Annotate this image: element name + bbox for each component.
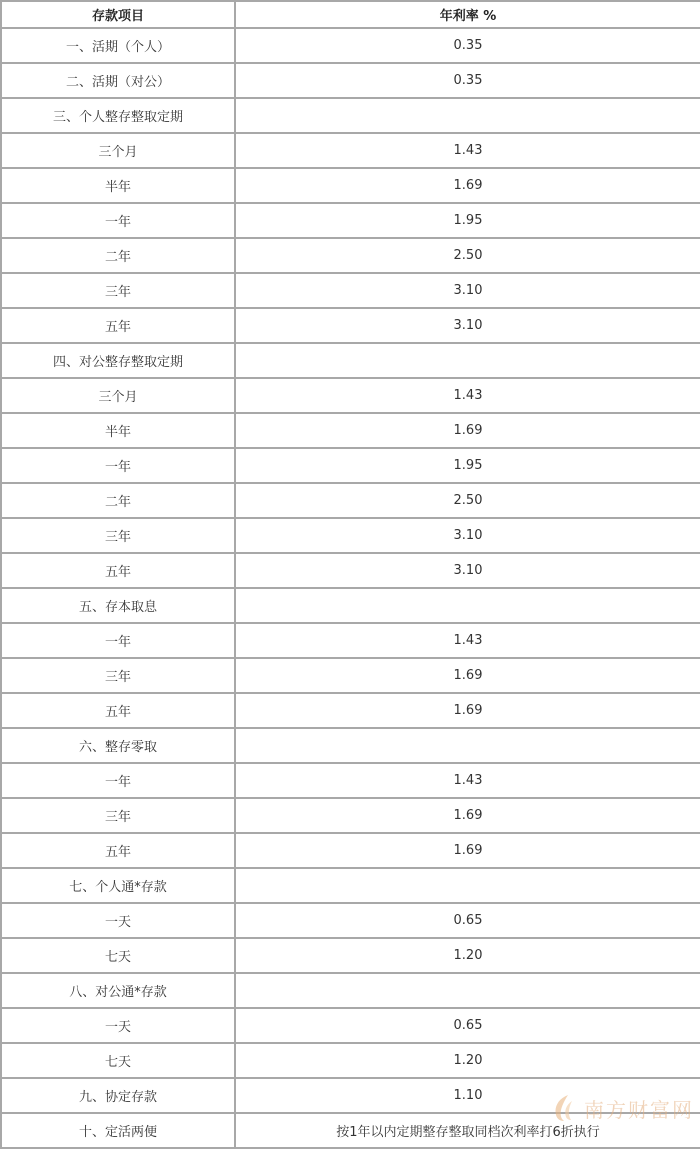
annual-rate-cell: 按1年以内定期整存整取同档次利率打6折执行 bbox=[235, 1113, 700, 1148]
deposit-item-cell: 一天 bbox=[1, 903, 235, 938]
annual-rate-cell: 1.95 bbox=[235, 448, 700, 483]
table-row bbox=[1, 1078, 700, 1113]
deposit-item-cell: 九、协定存款 bbox=[1, 1078, 235, 1113]
table-row bbox=[1, 28, 700, 63]
watermark-text: 南方财富网 bbox=[584, 1097, 694, 1122]
table-row bbox=[1, 938, 700, 973]
column-header-rate: 年利率 % bbox=[235, 1, 700, 28]
table-row bbox=[1, 518, 700, 553]
annual-rate-cell: 0.65 bbox=[235, 903, 700, 938]
table-row bbox=[1, 833, 700, 868]
annual-rate-cell bbox=[235, 728, 700, 763]
deposit-item-cell: 二年 bbox=[1, 483, 235, 518]
table-header-row bbox=[1, 1, 700, 28]
deposit-item-cell: 五年 bbox=[1, 553, 235, 588]
annual-rate-cell: 3.10 bbox=[235, 308, 700, 343]
deposit-item-cell: 一、活期（个人） bbox=[1, 28, 235, 63]
table-row bbox=[1, 203, 700, 238]
annual-rate-cell: 1.43 bbox=[235, 378, 700, 413]
table-row bbox=[1, 133, 700, 168]
deposit-item-cell: 半年 bbox=[1, 168, 235, 203]
deposit-item-cell: 三个月 bbox=[1, 378, 235, 413]
annual-rate-cell: 1.69 bbox=[235, 658, 700, 693]
annual-rate-cell: 3.10 bbox=[235, 518, 700, 553]
annual-rate-cell: 1.69 bbox=[235, 833, 700, 868]
deposit-item-cell: 三年 bbox=[1, 273, 235, 308]
annual-rate-cell bbox=[235, 973, 700, 1008]
deposit-item-cell: 七、个人通*存款 bbox=[1, 868, 235, 903]
table-row bbox=[1, 763, 700, 798]
deposit-item-cell: 七天 bbox=[1, 1043, 235, 1078]
table-body bbox=[1, 28, 700, 1148]
table-row bbox=[1, 63, 700, 98]
deposit-item-cell: 一年 bbox=[1, 763, 235, 798]
annual-rate-cell: 1.20 bbox=[235, 1043, 700, 1078]
deposit-item-cell: 二、活期（对公） bbox=[1, 63, 235, 98]
annual-rate-cell: 1.69 bbox=[235, 798, 700, 833]
annual-rate-cell bbox=[235, 588, 700, 623]
table-row bbox=[1, 658, 700, 693]
table-row bbox=[1, 483, 700, 518]
annual-rate-cell: 1.43 bbox=[235, 763, 700, 798]
deposit-item-cell: 六、整存零取 bbox=[1, 728, 235, 763]
deposit-item-cell: 三个月 bbox=[1, 133, 235, 168]
deposit-item-cell: 五年 bbox=[1, 693, 235, 728]
table-row bbox=[1, 308, 700, 343]
annual-rate-cell: 3.10 bbox=[235, 553, 700, 588]
table-row bbox=[1, 238, 700, 273]
annual-rate-cell: 1.43 bbox=[235, 623, 700, 658]
column-header-item: 存款项目 bbox=[1, 1, 235, 28]
table-row bbox=[1, 273, 700, 308]
table-row bbox=[1, 728, 700, 763]
annual-rate-cell bbox=[235, 343, 700, 378]
table-row bbox=[1, 343, 700, 378]
table-row bbox=[1, 693, 700, 728]
annual-rate-cell: 0.35 bbox=[235, 28, 700, 63]
deposit-item-cell: 三年 bbox=[1, 658, 235, 693]
table-row bbox=[1, 623, 700, 658]
annual-rate-cell: 0.35 bbox=[235, 63, 700, 98]
annual-rate-cell: 1.95 bbox=[235, 203, 700, 238]
deposit-item-cell: 二年 bbox=[1, 238, 235, 273]
deposit-item-cell: 八、对公通*存款 bbox=[1, 973, 235, 1008]
annual-rate-cell: 1.69 bbox=[235, 693, 700, 728]
annual-rate-cell: 3.10 bbox=[235, 273, 700, 308]
deposit-item-cell: 三年 bbox=[1, 798, 235, 833]
annual-rate-cell: 1.43 bbox=[235, 133, 700, 168]
table-row bbox=[1, 1043, 700, 1078]
deposit-item-cell: 半年 bbox=[1, 413, 235, 448]
table-row bbox=[1, 448, 700, 483]
deposit-item-cell: 一天 bbox=[1, 1008, 235, 1043]
table-row bbox=[1, 588, 700, 623]
annual-rate-cell: 1.20 bbox=[235, 938, 700, 973]
table-row bbox=[1, 378, 700, 413]
annual-rate-cell: 2.50 bbox=[235, 483, 700, 518]
deposit-item-cell: 三年 bbox=[1, 518, 235, 553]
deposit-item-cell: 五、存本取息 bbox=[1, 588, 235, 623]
table-row bbox=[1, 798, 700, 833]
table-row bbox=[1, 98, 700, 133]
table-row bbox=[1, 903, 700, 938]
deposit-item-cell: 七天 bbox=[1, 938, 235, 973]
deposit-item-cell: 一年 bbox=[1, 448, 235, 483]
deposit-item-cell: 四、对公整存整取定期 bbox=[1, 343, 235, 378]
deposit-item-cell: 一年 bbox=[1, 203, 235, 238]
annual-rate-cell: 2.50 bbox=[235, 238, 700, 273]
table-row bbox=[1, 168, 700, 203]
deposit-item-cell: 一年 bbox=[1, 623, 235, 658]
annual-rate-cell: 1.10 bbox=[235, 1078, 700, 1113]
annual-rate-cell bbox=[235, 98, 700, 133]
table-row bbox=[1, 413, 700, 448]
annual-rate-cell bbox=[235, 868, 700, 903]
table-row bbox=[1, 973, 700, 1008]
table-row bbox=[1, 868, 700, 903]
table-row bbox=[1, 1008, 700, 1043]
deposit-item-cell: 三、个人整存整取定期 bbox=[1, 98, 235, 133]
table-row bbox=[1, 553, 700, 588]
table-row bbox=[1, 1113, 700, 1148]
annual-rate-cell: 1.69 bbox=[235, 413, 700, 448]
deposit-item-cell: 五年 bbox=[1, 833, 235, 868]
deposit-item-cell: 十、定活两便 bbox=[1, 1113, 235, 1148]
annual-rate-cell: 0.65 bbox=[235, 1008, 700, 1043]
deposit-item-cell: 五年 bbox=[1, 308, 235, 343]
annual-rate-cell: 1.69 bbox=[235, 168, 700, 203]
